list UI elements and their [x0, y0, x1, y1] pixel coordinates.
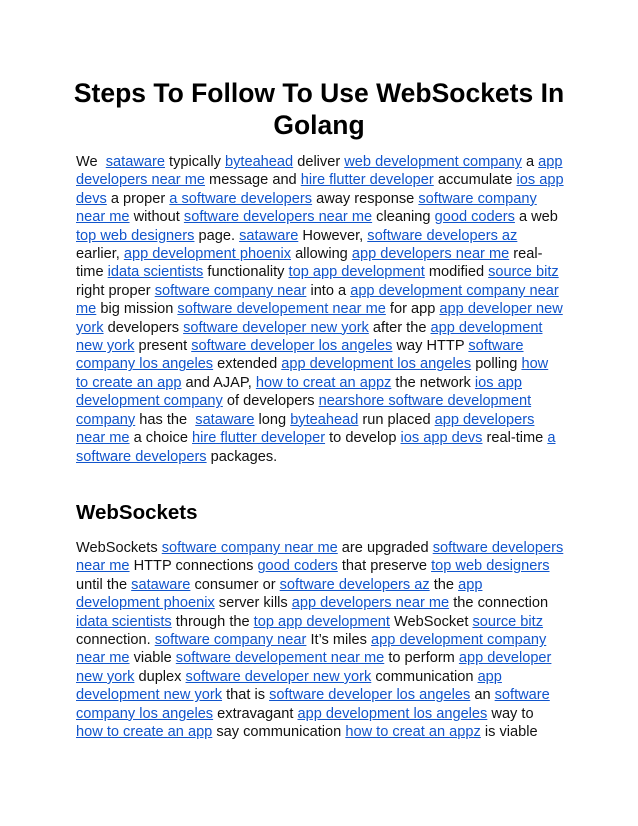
- inline-link[interactable]: top app development: [253, 613, 390, 630]
- text-run: a: [521, 154, 539, 170]
- text-run: HTTP connections: [129, 558, 258, 575]
- websockets-paragraph: [76, 539, 564, 741]
- inline-link[interactable]: software company los angeles: [76, 687, 550, 722]
- text-run: is viable: [480, 724, 538, 741]
- inline-link[interactable]: software developement near me: [177, 301, 386, 318]
- text-run: We: [76, 154, 106, 170]
- inline-link[interactable]: top web designers: [431, 558, 550, 575]
- text-run: and AJAP,: [181, 374, 256, 391]
- text-run: a proper: [106, 190, 170, 207]
- inline-link[interactable]: software developer new york: [183, 319, 369, 336]
- text-run: to develop: [325, 430, 401, 447]
- text-run: are upgraded: [337, 540, 433, 556]
- text-run: a web: [514, 209, 562, 226]
- inline-link[interactable]: software developer los angeles: [191, 338, 393, 355]
- text-run: the connection: [449, 595, 553, 612]
- text-run: way to: [487, 705, 538, 722]
- inline-link[interactable]: sataware: [105, 154, 165, 170]
- text-run: of developers: [222, 393, 319, 410]
- inline-link[interactable]: top web designers: [76, 227, 195, 244]
- inline-link[interactable]: hire flutter developer: [300, 172, 434, 189]
- text-run: for app: [385, 301, 440, 318]
- text-run: page.: [194, 227, 240, 244]
- text-run: until the: [76, 558, 554, 593]
- inline-link[interactable]: app development new york: [76, 668, 502, 704]
- text-run: that is: [222, 687, 270, 704]
- inline-link[interactable]: software developers az: [367, 227, 518, 244]
- text-run: server kills: [214, 595, 292, 612]
- text-run: right proper: [76, 264, 563, 299]
- text-run: communication: [371, 668, 478, 685]
- inline-link[interactable]: how to creat an appz: [345, 724, 481, 741]
- text-run: real-time: [76, 246, 543, 281]
- text-run: an: [470, 687, 495, 704]
- inline-link[interactable]: good coders: [257, 558, 338, 575]
- inline-link[interactable]: app development company near me: [76, 282, 559, 318]
- inline-link[interactable]: how to creat an appz: [255, 374, 392, 391]
- inline-link[interactable]: how to create an app: [76, 724, 213, 741]
- text-run: message and: [205, 172, 301, 189]
- text-run: after the: [368, 319, 431, 336]
- inline-link[interactable]: app developers near me: [291, 595, 450, 612]
- inline-link[interactable]: idata scientists: [107, 264, 204, 281]
- text-run: way HTTP: [392, 338, 469, 355]
- page-title: Steps To Follow To Use WebSockets In Golang: [73, 78, 565, 140]
- inline-link[interactable]: software company near: [154, 632, 307, 649]
- text-run: a choice: [129, 430, 193, 447]
- inline-link[interactable]: software developement near me: [175, 650, 385, 667]
- text-run: extravagant: [213, 705, 298, 722]
- inline-link[interactable]: software developers near me: [76, 540, 564, 575]
- text-run: earlier,: [76, 227, 522, 263]
- text-run: away response: [312, 190, 419, 207]
- text-run: present: [134, 338, 192, 355]
- text-run: allowing: [291, 246, 352, 263]
- inline-link[interactable]: software company los angeles: [76, 338, 524, 373]
- text-run: run placed: [358, 411, 435, 428]
- text-run: that preserve: [337, 558, 432, 575]
- inline-link[interactable]: byteahead: [224, 154, 294, 170]
- inline-link[interactable]: app development los angeles: [297, 705, 488, 722]
- inline-link[interactable]: a software developers: [169, 190, 313, 207]
- inline-link[interactable]: software company near me: [161, 540, 338, 556]
- text-run: connection.: [76, 613, 548, 649]
- inline-link[interactable]: good coders: [434, 209, 515, 226]
- inline-link[interactable]: source bitz: [472, 613, 544, 630]
- text-run: through the: [171, 613, 254, 630]
- inline-link[interactable]: hire flutter developer: [192, 430, 326, 447]
- text-run: real-time: [482, 430, 548, 447]
- text-run: typically: [164, 154, 225, 170]
- text-run: accumulate: [433, 172, 517, 189]
- inline-link[interactable]: ios app devs: [76, 172, 564, 207]
- inline-link[interactable]: software company near me: [76, 190, 537, 226]
- inline-link[interactable]: web development company: [344, 154, 522, 170]
- inline-link[interactable]: ios app devs: [400, 430, 483, 447]
- inline-link[interactable]: sataware: [195, 411, 255, 428]
- inline-link[interactable]: sataware: [239, 227, 299, 244]
- inline-link[interactable]: how to create an app: [76, 356, 549, 391]
- inline-link[interactable]: nearshore software development company: [76, 393, 532, 428]
- text-run: long: [254, 411, 291, 428]
- inline-link[interactable]: source bitz: [488, 264, 559, 281]
- text-run: duplex: [134, 668, 186, 685]
- inline-link[interactable]: app development phoenix: [123, 246, 292, 263]
- section-heading: WebSockets: [76, 501, 198, 524]
- inline-link[interactable]: a software developers: [76, 430, 556, 465]
- inline-link[interactable]: byteahead: [290, 411, 359, 428]
- inline-link[interactable]: sataware: [131, 576, 191, 593]
- inline-link[interactable]: software developers az: [279, 576, 430, 593]
- inline-link[interactable]: app development phoenix: [76, 576, 483, 612]
- text-run: cleaning: [372, 209, 435, 226]
- intro-paragraph: [76, 153, 564, 466]
- text-run: the: [429, 576, 459, 593]
- text-run: to perform: [384, 650, 459, 667]
- text-run: It’s miles: [306, 632, 372, 649]
- text-run: WebSockets: [76, 540, 162, 556]
- text-run: modified: [424, 264, 489, 281]
- text-run: However,: [298, 227, 368, 244]
- inline-link[interactable]: software developer new york: [185, 668, 372, 685]
- inline-link[interactable]: app development company near me: [76, 632, 547, 667]
- text-run: has the: [135, 411, 196, 428]
- text-run: big mission: [96, 301, 178, 318]
- text-run: packages.: [206, 448, 278, 465]
- inline-link[interactable]: top app development: [288, 264, 425, 281]
- text-run: without: [129, 209, 184, 226]
- text-run: developers: [103, 319, 184, 336]
- inline-link[interactable]: app developer new york: [76, 650, 552, 685]
- inline-link[interactable]: app developer new york: [76, 301, 563, 336]
- text-run: polling: [471, 356, 522, 373]
- text-run: say communication: [212, 724, 346, 741]
- inline-link[interactable]: idata scientists: [76, 613, 172, 630]
- inline-link[interactable]: app development los angeles: [281, 356, 472, 373]
- text-run: into a: [306, 282, 351, 299]
- inline-link[interactable]: software company near: [154, 282, 307, 299]
- inline-link[interactable]: software developer los angeles: [269, 687, 471, 704]
- inline-link[interactable]: app developers near me: [76, 411, 535, 447]
- text-run: viable: [129, 650, 176, 667]
- text-run: extended: [213, 356, 282, 373]
- text-run: functionality: [203, 264, 289, 281]
- inline-link[interactable]: app developers near me: [351, 246, 510, 263]
- text-run: WebSocket: [389, 613, 473, 630]
- text-run: deliver: [293, 154, 345, 170]
- inline-link[interactable]: app development new york: [76, 319, 543, 355]
- inline-link[interactable]: ios app development company: [76, 374, 522, 410]
- inline-link[interactable]: app developers near me: [76, 154, 563, 189]
- text-run: the network: [391, 374, 475, 391]
- inline-link[interactable]: software developers near me: [183, 209, 373, 226]
- text-run: consumer or: [190, 576, 280, 593]
